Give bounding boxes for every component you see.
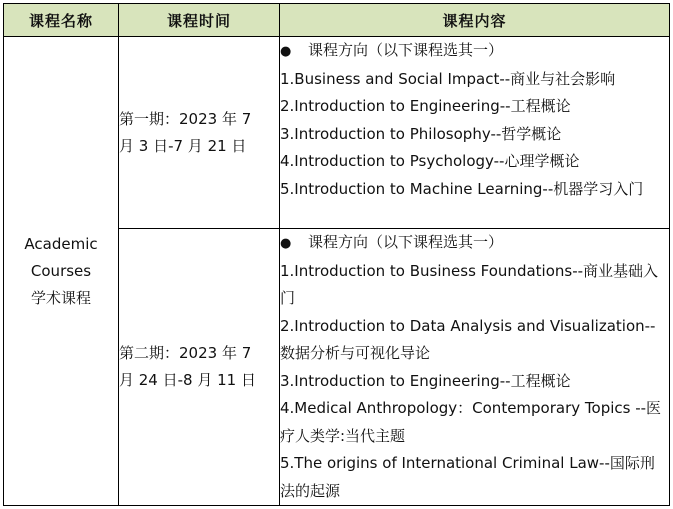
session-2-course-1: 1.Introduction to Business Foundations--商业基础入门 [280,261,659,307]
session-1-content [280,37,670,229]
header-row [4,4,670,37]
session-2-content [280,229,670,506]
session-2-course-5: 5.The origins of International Criminal Law--国际刑法的起源 [280,454,655,500]
header-course-content: 课程内容 [280,4,670,37]
session-2-time-line2: 月 24 日-8 月 11 日 [119,371,256,389]
session-2-time-line1: 第二期：2023 年 7 [119,344,252,362]
course-name-cell [4,37,119,506]
header-course-time: 课程时间 [119,4,280,37]
session-2-course-3: 3.Introduction to Engineering--工程概论 [280,371,571,390]
session-1-time [119,37,280,229]
course-name-en-2: Courses [30,261,92,280]
session-1-time-line1: 第一期：2023 年 7 [119,109,252,128]
course-table [3,3,670,506]
session-2-intro [280,229,669,258]
session-2-intro-text: 课程方向（以下课程选其一） [308,233,504,251]
session-1-intro-text: 课程方向（以下课程选其一） [308,41,504,59]
session-1-course-1: 1.Business and Social Impact--商业与社会影响 [280,69,616,88]
session-2-course-4: 4.Medical Anthropology：Contemporary Topics --医疗人类学:当代主题 [280,399,662,445]
session-1-course-3: 3.Introduction to Philosophy--哲学概论 [280,124,562,143]
session-1-time-line2: 月 3 日-7 月 21 日 [119,136,247,155]
session-2-course-2: 2.Introduction to Data Analysis and Visualization--数据分析与可视化导论 [280,316,656,362]
session-row-1 [4,37,670,229]
session-1-course-5: 5.Introduction to Machine Learning--机器学习入门 [280,179,644,198]
session-2-time [119,229,280,506]
bullet-icon: ● [280,44,292,59]
header-course-name: 课程名称 [4,4,119,37]
session-1-course-4: 4.Introduction to Psychology--心理学概论 [280,152,580,170]
bullet-icon: ● [280,236,292,251]
course-name-en-1: Academic [24,234,98,253]
session-1-course-2: 2.Introduction to Engineering--工程概论 [280,97,571,115]
course-name-zh: 学术课程 [30,288,91,307]
session-1-intro [280,37,669,66]
